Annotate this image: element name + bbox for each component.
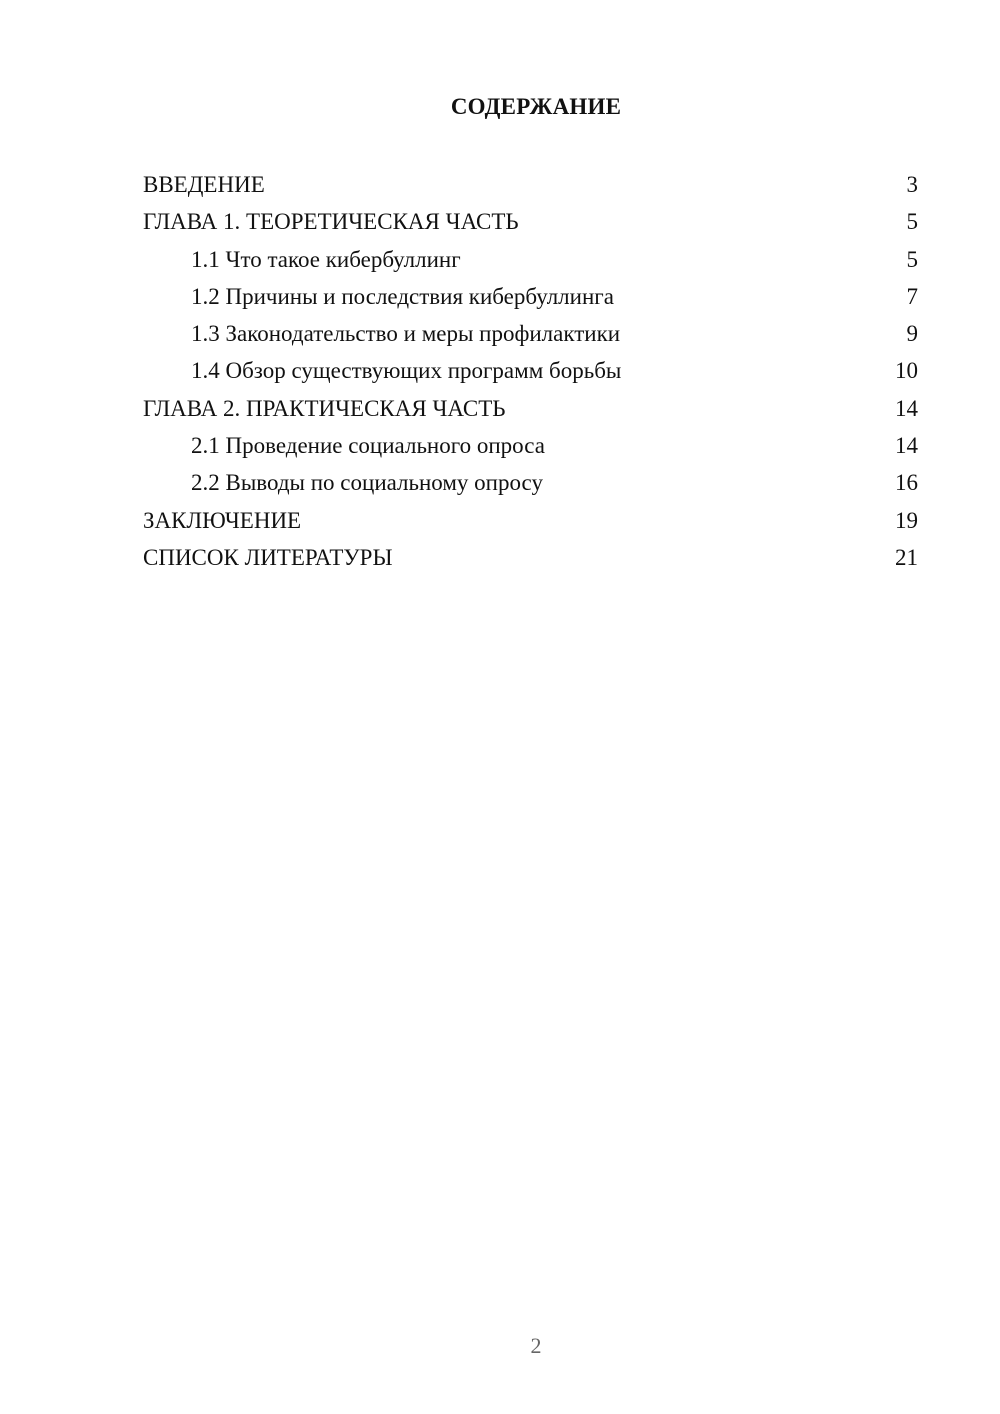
toc-entry-page: 16 xyxy=(895,470,918,496)
toc-entry-label: 1.2 Причины и последствия кибербуллинга xyxy=(191,283,614,309)
toc-entry-page: 14 xyxy=(895,433,918,459)
toc-entry-label: 2.1 Проведение социального опроса xyxy=(191,433,545,459)
page-number: 2 xyxy=(530,1333,542,1358)
toc-entry-page: 21 xyxy=(895,544,918,570)
toc-entry-label: ГЛАВА 1. ТЕОРЕТИЧЕСКАЯ ЧАСТЬ xyxy=(143,209,519,235)
toc-entry-page: 14 xyxy=(895,395,918,421)
toc-entry-section-1-3[interactable] xyxy=(143,315,918,352)
toc-entry-label: СПИСОК ЛИТЕРАТУРЫ xyxy=(143,544,393,570)
toc-entry-page: 10 xyxy=(895,358,918,384)
toc-entry-label: ГЛАВА 2. ПРАКТИЧЕСКАЯ ЧАСТЬ xyxy=(143,395,506,421)
toc-entry-label: 2.2 Выводы по социальному опросу xyxy=(191,470,543,496)
toc-entry-page: 5 xyxy=(906,209,918,235)
toc-entry-section-2-1[interactable] xyxy=(143,427,918,464)
toc-entry-label: ЗАКЛЮЧЕНИЕ xyxy=(143,507,302,533)
toc-entry-page: 19 xyxy=(895,507,918,533)
toc-entry-conclusion[interactable] xyxy=(143,502,918,539)
toc-entry-introduction[interactable] xyxy=(143,166,918,203)
toc-entry-page: 3 xyxy=(906,172,918,197)
toc-entry-page: 9 xyxy=(906,321,918,347)
toc-entry-label: 1.1 Что такое кибербуллинг xyxy=(191,246,461,272)
toc-entry-label: 1.4 Обзор существующих программ борьбы xyxy=(191,358,622,384)
toc-entry-references[interactable] xyxy=(143,539,918,576)
toc-entry-label: 1.3 Законодательство и меры профилактики xyxy=(191,321,621,347)
toc-entry-chapter-2[interactable] xyxy=(143,390,918,427)
toc-entry-page: 7 xyxy=(906,283,918,309)
toc-entry-chapter-1[interactable] xyxy=(143,203,918,240)
table-of-contents xyxy=(143,166,918,576)
toc-entry-section-1-1[interactable] xyxy=(143,241,918,278)
toc-entry-section-2-2[interactable] xyxy=(143,464,918,501)
toc-entry-label: ВВЕДЕНИЕ xyxy=(143,172,265,197)
toc-entry-page: 5 xyxy=(906,246,918,272)
toc-entry-section-1-4[interactable] xyxy=(143,352,918,389)
page-title: СОДЕРЖАНИЕ xyxy=(450,94,622,119)
toc-entry-section-1-2[interactable] xyxy=(143,278,918,315)
